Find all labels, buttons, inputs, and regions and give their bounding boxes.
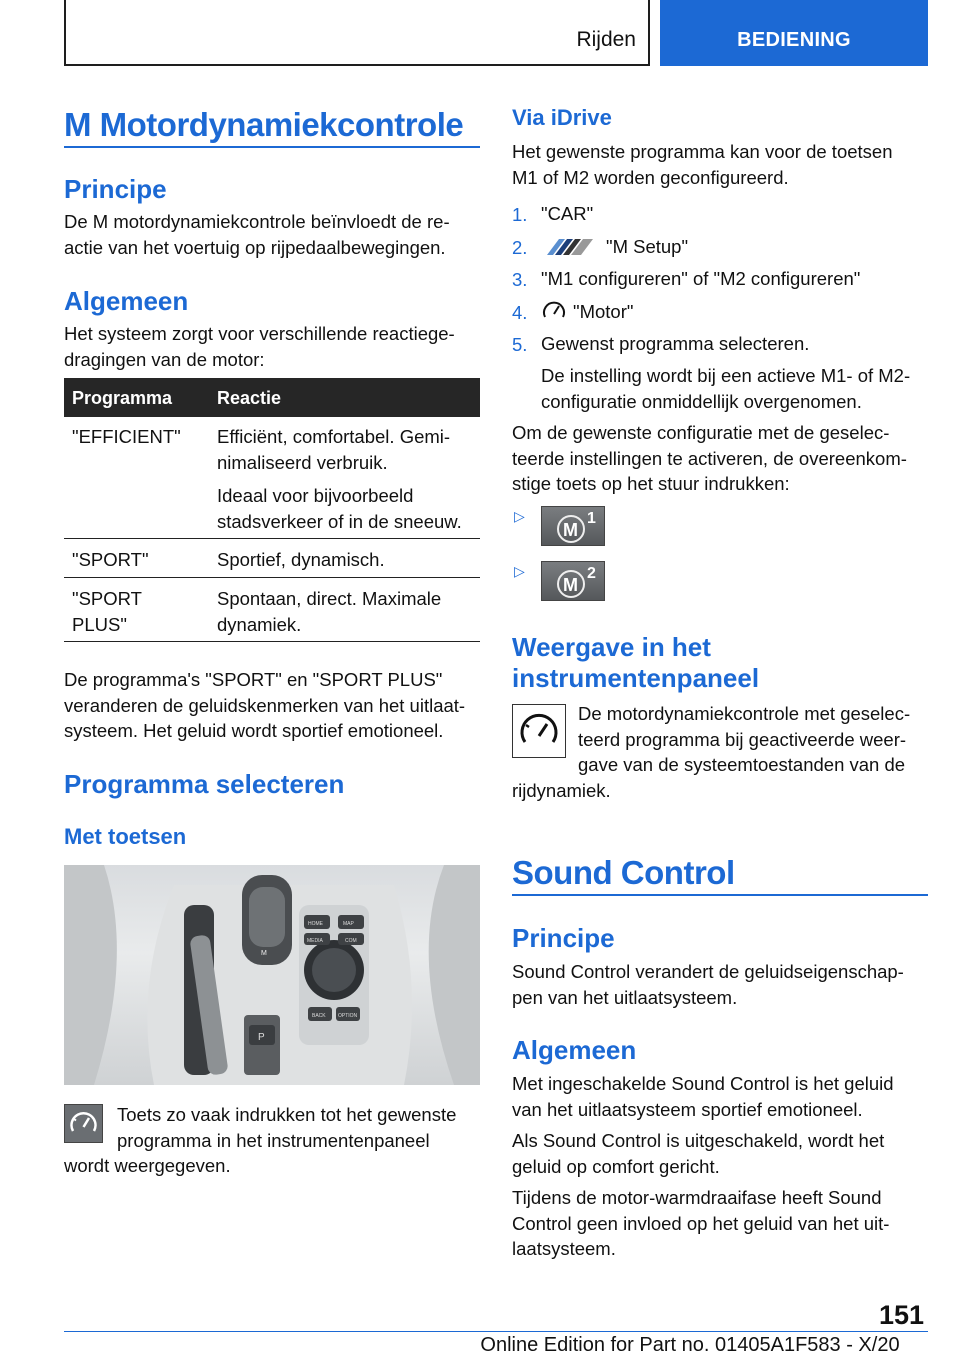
m1-button-sup: 1 bbox=[587, 510, 596, 527]
title-rule bbox=[512, 894, 928, 896]
text-line: Control geen invloed op het geluid van het uit- bbox=[512, 1212, 890, 1234]
sound-principe-paragraph bbox=[512, 959, 904, 1010]
text-line: pen van het uitlaatsysteem. bbox=[512, 986, 738, 1008]
text-line: actie van het voertuig op rijpedaalbewegingen. bbox=[64, 236, 446, 258]
table-cell-program bbox=[72, 424, 181, 450]
heading-met-toetsen: Met toetsen bbox=[64, 824, 187, 849]
heading-principe: Principe bbox=[64, 174, 167, 204]
step-number: 1. bbox=[512, 204, 528, 225]
bullet-triangle-icon: ▷ bbox=[514, 508, 525, 524]
text-line: Sound Control verandert de geluidseigenschap- bbox=[512, 961, 904, 982]
cell-text: Sportief, dynamisch. bbox=[217, 549, 385, 570]
footer-rule bbox=[64, 1331, 928, 1332]
principe-paragraph bbox=[64, 209, 450, 260]
text-line: Gewenst programma selecteren. bbox=[541, 333, 810, 354]
heading-programma-selecteren: Programma selecteren bbox=[64, 769, 345, 799]
edition-text: Online Edition for Part no. 01405A1F583 - X/20 bbox=[480, 1334, 900, 1356]
algemeen-paragraph bbox=[64, 321, 455, 372]
section-tab bbox=[64, 0, 650, 66]
text-line: systeem. Het geluid wordt sportief emotioneel. bbox=[64, 720, 444, 741]
table-row-divider bbox=[64, 577, 480, 578]
chapter-label: BEDIENING bbox=[737, 29, 851, 51]
step-text bbox=[541, 266, 860, 292]
heading-via-idrive: Via iDrive bbox=[512, 105, 612, 130]
photo-label-map: MAP bbox=[343, 921, 354, 927]
cell-text: "SPORT bbox=[72, 588, 142, 609]
activate-paragraph bbox=[512, 420, 907, 497]
text-line: De motordynamiekcontrole met geselec- bbox=[578, 703, 911, 724]
chapter-tab bbox=[660, 0, 928, 66]
table-cell-reaction bbox=[217, 547, 385, 573]
page-header bbox=[64, 0, 928, 66]
text-line: rijdynamiek. bbox=[512, 780, 611, 801]
text-line: teerde instellingen te activeren, de overeenkom- bbox=[512, 447, 907, 469]
bullet-triangle-icon: ▷ bbox=[514, 563, 525, 579]
photo-label-p: P bbox=[258, 1032, 265, 1043]
text-line: veranderen de geluidskenmerken van het uitlaat- bbox=[64, 694, 466, 716]
gauge-display-icon bbox=[512, 704, 566, 758]
text-line: Met ingeschakelde Sound Control is het geluid bbox=[512, 1073, 894, 1094]
gauge-display-graphic bbox=[513, 705, 565, 757]
step-number: 4. bbox=[512, 302, 528, 323]
text-line: teerd programma bij geactiveerde weer- bbox=[578, 728, 907, 750]
table-header bbox=[64, 378, 480, 417]
m1-button-label: M bbox=[563, 520, 578, 540]
heading-principe: Principe bbox=[512, 923, 615, 953]
text-line: configuratie onmiddellijk overgenomen. bbox=[541, 390, 862, 412]
photo-label-option: OPTION bbox=[338, 1013, 358, 1019]
step-number: 3. bbox=[512, 269, 528, 290]
photo-label-com: COM bbox=[345, 938, 357, 944]
cell-text: "EFFICIENT" bbox=[72, 426, 181, 447]
table-cell-reaction-note bbox=[217, 483, 462, 534]
text-line: M1 of M2 worden geconfigureerd. bbox=[512, 166, 789, 188]
heading-line: instrumentenpaneel bbox=[512, 663, 760, 693]
gauge-icon bbox=[64, 1104, 103, 1143]
text-line: Het systeem zorgt voor verschillende reactiege- bbox=[64, 323, 455, 344]
text-line: van het uitlaatsysteem sportief emotioneel. bbox=[512, 1098, 863, 1120]
heading-algemeen: Algemeen bbox=[64, 286, 189, 316]
sound-algemeen-paragraph bbox=[512, 1128, 884, 1179]
text-line: Het gewenste programma kan voor de toetsen bbox=[512, 141, 893, 162]
table-cell-program bbox=[72, 586, 142, 637]
m2-button-graphic bbox=[542, 562, 604, 600]
photo-label-home: HOME bbox=[308, 921, 323, 927]
step-text bbox=[541, 331, 809, 357]
note-paragraph-wrap bbox=[64, 1153, 231, 1179]
photo-label-media: MEDIA bbox=[307, 938, 323, 944]
step-number: 5. bbox=[512, 334, 528, 355]
text-line: Om de gewenste configuratie met de geselec- bbox=[512, 422, 890, 443]
photo-label-m: M bbox=[261, 950, 267, 957]
text-line: gave van de systeemtoestanden van de bbox=[578, 754, 906, 775]
center-console-photo bbox=[64, 865, 480, 1085]
engine-gauge-icon bbox=[541, 298, 567, 322]
title-rule bbox=[64, 146, 480, 148]
text-line: stige toets op het stuur indrukken: bbox=[512, 473, 790, 494]
m1-button-graphic bbox=[542, 507, 604, 545]
text-line: De programma's "SPORT" en "SPORT PLUS" bbox=[64, 669, 443, 690]
heading-weergave bbox=[512, 632, 759, 694]
cell-text: dynamiek. bbox=[217, 613, 302, 635]
cell-text: Efficiënt, comfortabel. Gemi- bbox=[217, 426, 451, 447]
page-number: 151 bbox=[878, 1300, 924, 1330]
display-paragraph bbox=[578, 701, 910, 778]
text-line: Tijdens de motor-warmdraaifase heeft Sound bbox=[512, 1187, 882, 1208]
step-number: 2. bbox=[512, 237, 528, 258]
step-text bbox=[541, 201, 593, 227]
text-line: laatsysteem. bbox=[512, 1238, 616, 1259]
footer-edition bbox=[0, 1334, 960, 1357]
heading-line: Weergave in het bbox=[512, 632, 711, 662]
column-header-programma: Programma bbox=[72, 388, 173, 408]
small-gauge-icon bbox=[541, 298, 567, 322]
text-line: "M Setup" bbox=[606, 236, 689, 257]
section-title-sound-control: Sound Control bbox=[512, 854, 735, 891]
cell-text: Spontaan, direct. Maximale bbox=[217, 588, 442, 609]
text-line: geluid op comfort gericht. bbox=[512, 1155, 720, 1177]
console-illustration bbox=[64, 865, 480, 1085]
table-cell-reaction bbox=[217, 424, 450, 475]
column-header-reactie: Reactie bbox=[217, 388, 282, 408]
note-paragraph bbox=[117, 1102, 456, 1153]
display-paragraph-wrap bbox=[512, 778, 611, 804]
text-line: De M motordynamiekcontrole beïnvloedt de re- bbox=[64, 211, 450, 232]
m2-button-label: M bbox=[563, 575, 578, 595]
text-line: "Motor" bbox=[573, 301, 634, 322]
step-text bbox=[573, 299, 633, 325]
text-line: wordt weergegeven. bbox=[64, 1155, 231, 1176]
gauge-icon-graphic bbox=[65, 1105, 102, 1142]
table-cell-program bbox=[72, 547, 149, 573]
text-line: "CAR" bbox=[541, 203, 594, 224]
sport-paragraph bbox=[64, 667, 465, 744]
step-text bbox=[606, 234, 688, 260]
m2-button-sup: 2 bbox=[587, 565, 596, 582]
m-setup-icon bbox=[543, 237, 595, 257]
text-line: Als Sound Control is uitgeschakeld, wordt het bbox=[512, 1130, 885, 1151]
cell-text: PLUS" bbox=[72, 613, 127, 635]
cell-text: nimaliseerd verbruik. bbox=[217, 451, 388, 473]
photo-label-back: BACK bbox=[312, 1013, 326, 1019]
section-title-m-motordynamiekcontrole: M Motordynamiekcontrole bbox=[64, 106, 464, 143]
table-row-divider bbox=[64, 641, 480, 642]
table-row-divider bbox=[64, 538, 480, 539]
text-line: programma in het instrumentenpaneel bbox=[117, 1129, 430, 1151]
text-line: dragingen van de motor: bbox=[64, 348, 265, 370]
text-line: "M1 configureren" of "M2 configureren" bbox=[541, 268, 861, 289]
m2-button-icon bbox=[541, 561, 605, 601]
m1-button-icon bbox=[541, 506, 605, 546]
table-cell-reaction bbox=[217, 586, 441, 637]
m-stripes-icon bbox=[543, 237, 595, 257]
cell-text: Ideaal voor bijvoorbeeld bbox=[217, 485, 414, 506]
cell-text: stadsverkeer of in de sneeuw. bbox=[217, 510, 462, 532]
text-line: Toets zo vaak indrukken tot het gewenste bbox=[117, 1104, 457, 1125]
idrive-paragraph bbox=[512, 139, 893, 190]
heading-algemeen: Algemeen bbox=[512, 1035, 637, 1065]
sound-algemeen-paragraph bbox=[512, 1071, 894, 1122]
section-label: Rijden bbox=[576, 28, 636, 51]
step-extra bbox=[541, 363, 910, 414]
sound-algemeen-paragraph bbox=[512, 1185, 889, 1262]
text-line: De instelling wordt bij een actieve M1- of M2- bbox=[541, 365, 911, 386]
cell-text: "SPORT" bbox=[72, 549, 149, 570]
